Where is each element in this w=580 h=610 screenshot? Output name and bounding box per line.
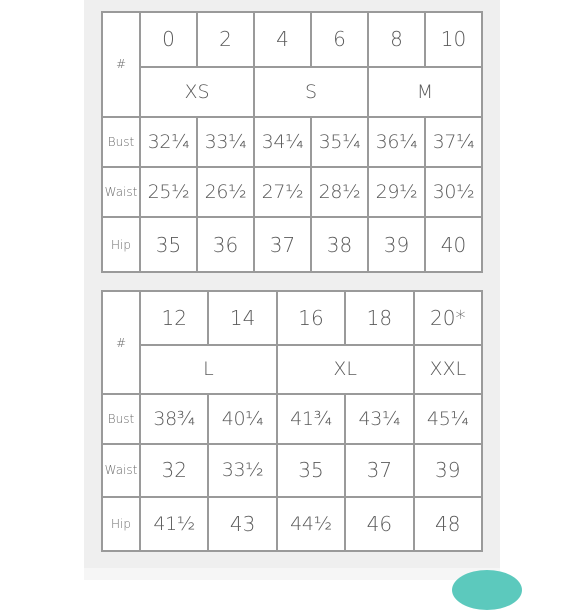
hip-value: 35 [140, 217, 197, 272]
hip-label: Hip [102, 217, 140, 272]
size-category: L [140, 345, 277, 395]
bust-value: 38¾ [140, 394, 208, 444]
bust-value: 32¼ [140, 117, 197, 167]
waist-value: 27½ [254, 167, 311, 217]
hip-value: 40 [425, 217, 482, 272]
waist-label: Waist [102, 167, 140, 217]
size-number: 4 [254, 12, 311, 67]
size-number: 2 [197, 12, 254, 67]
waist-label: Waist [102, 444, 140, 498]
size-category: XS [140, 67, 254, 117]
size-category: XL [277, 345, 414, 395]
bust-value: 45¼ [414, 394, 482, 444]
size-category: S [254, 67, 368, 117]
waist-value: 25½ [140, 167, 197, 217]
size-number: 0 [140, 12, 197, 67]
size-number: 18 [345, 291, 413, 345]
panel-bottom-strip [84, 568, 500, 580]
table-row [102, 444, 482, 498]
table-row [102, 67, 482, 117]
waist-value: 33½ [208, 444, 276, 498]
bust-value: 43¼ [345, 394, 413, 444]
table-row [102, 117, 482, 167]
table-row [102, 345, 482, 395]
hip-label: Hip [102, 497, 140, 551]
table-row [102, 497, 482, 551]
hip-value: 48 [414, 497, 482, 551]
waist-value: 28½ [311, 167, 368, 217]
bust-value: 41¾ [277, 394, 345, 444]
bust-value: 33¼ [197, 117, 254, 167]
hip-value: 38 [311, 217, 368, 272]
hip-value: 43 [208, 497, 276, 551]
size-number: 6 [311, 12, 368, 67]
size-number: 20* [414, 291, 482, 345]
hip-value: 36 [197, 217, 254, 272]
size-number: 8 [368, 12, 425, 67]
size-table-2 [101, 290, 483, 552]
waist-value: 39 [414, 444, 482, 498]
table-row [102, 217, 482, 272]
waist-value: 26½ [197, 167, 254, 217]
bust-value: 40¼ [208, 394, 276, 444]
waist-value: 35 [277, 444, 345, 498]
bust-value: 35¼ [311, 117, 368, 167]
hip-value: 44½ [277, 497, 345, 551]
size-category: XXL [414, 345, 482, 395]
size-number-label: # [102, 291, 140, 394]
size-category: M [368, 67, 482, 117]
waist-value: 30½ [425, 167, 482, 217]
table-row [102, 167, 482, 217]
hip-value: 39 [368, 217, 425, 272]
size-number: 12 [140, 291, 208, 345]
table-row [102, 12, 482, 67]
bust-label: Bust [102, 117, 140, 167]
bust-value: 36¼ [368, 117, 425, 167]
bust-value: 37¼ [425, 117, 482, 167]
hip-value: 46 [345, 497, 413, 551]
bust-value: 34¼ [254, 117, 311, 167]
teal-decoration [452, 570, 522, 610]
size-number-label: # [102, 12, 140, 117]
bust-label: Bust [102, 394, 140, 444]
size-number: 16 [277, 291, 345, 345]
size-table-1 [101, 11, 483, 273]
hip-value: 41½ [140, 497, 208, 551]
table-row [102, 394, 482, 444]
waist-value: 29½ [368, 167, 425, 217]
waist-value: 32 [140, 444, 208, 498]
size-number: 10 [425, 12, 482, 67]
hip-value: 37 [254, 217, 311, 272]
table-row [102, 291, 482, 345]
waist-value: 37 [345, 444, 413, 498]
size-number: 14 [208, 291, 276, 345]
